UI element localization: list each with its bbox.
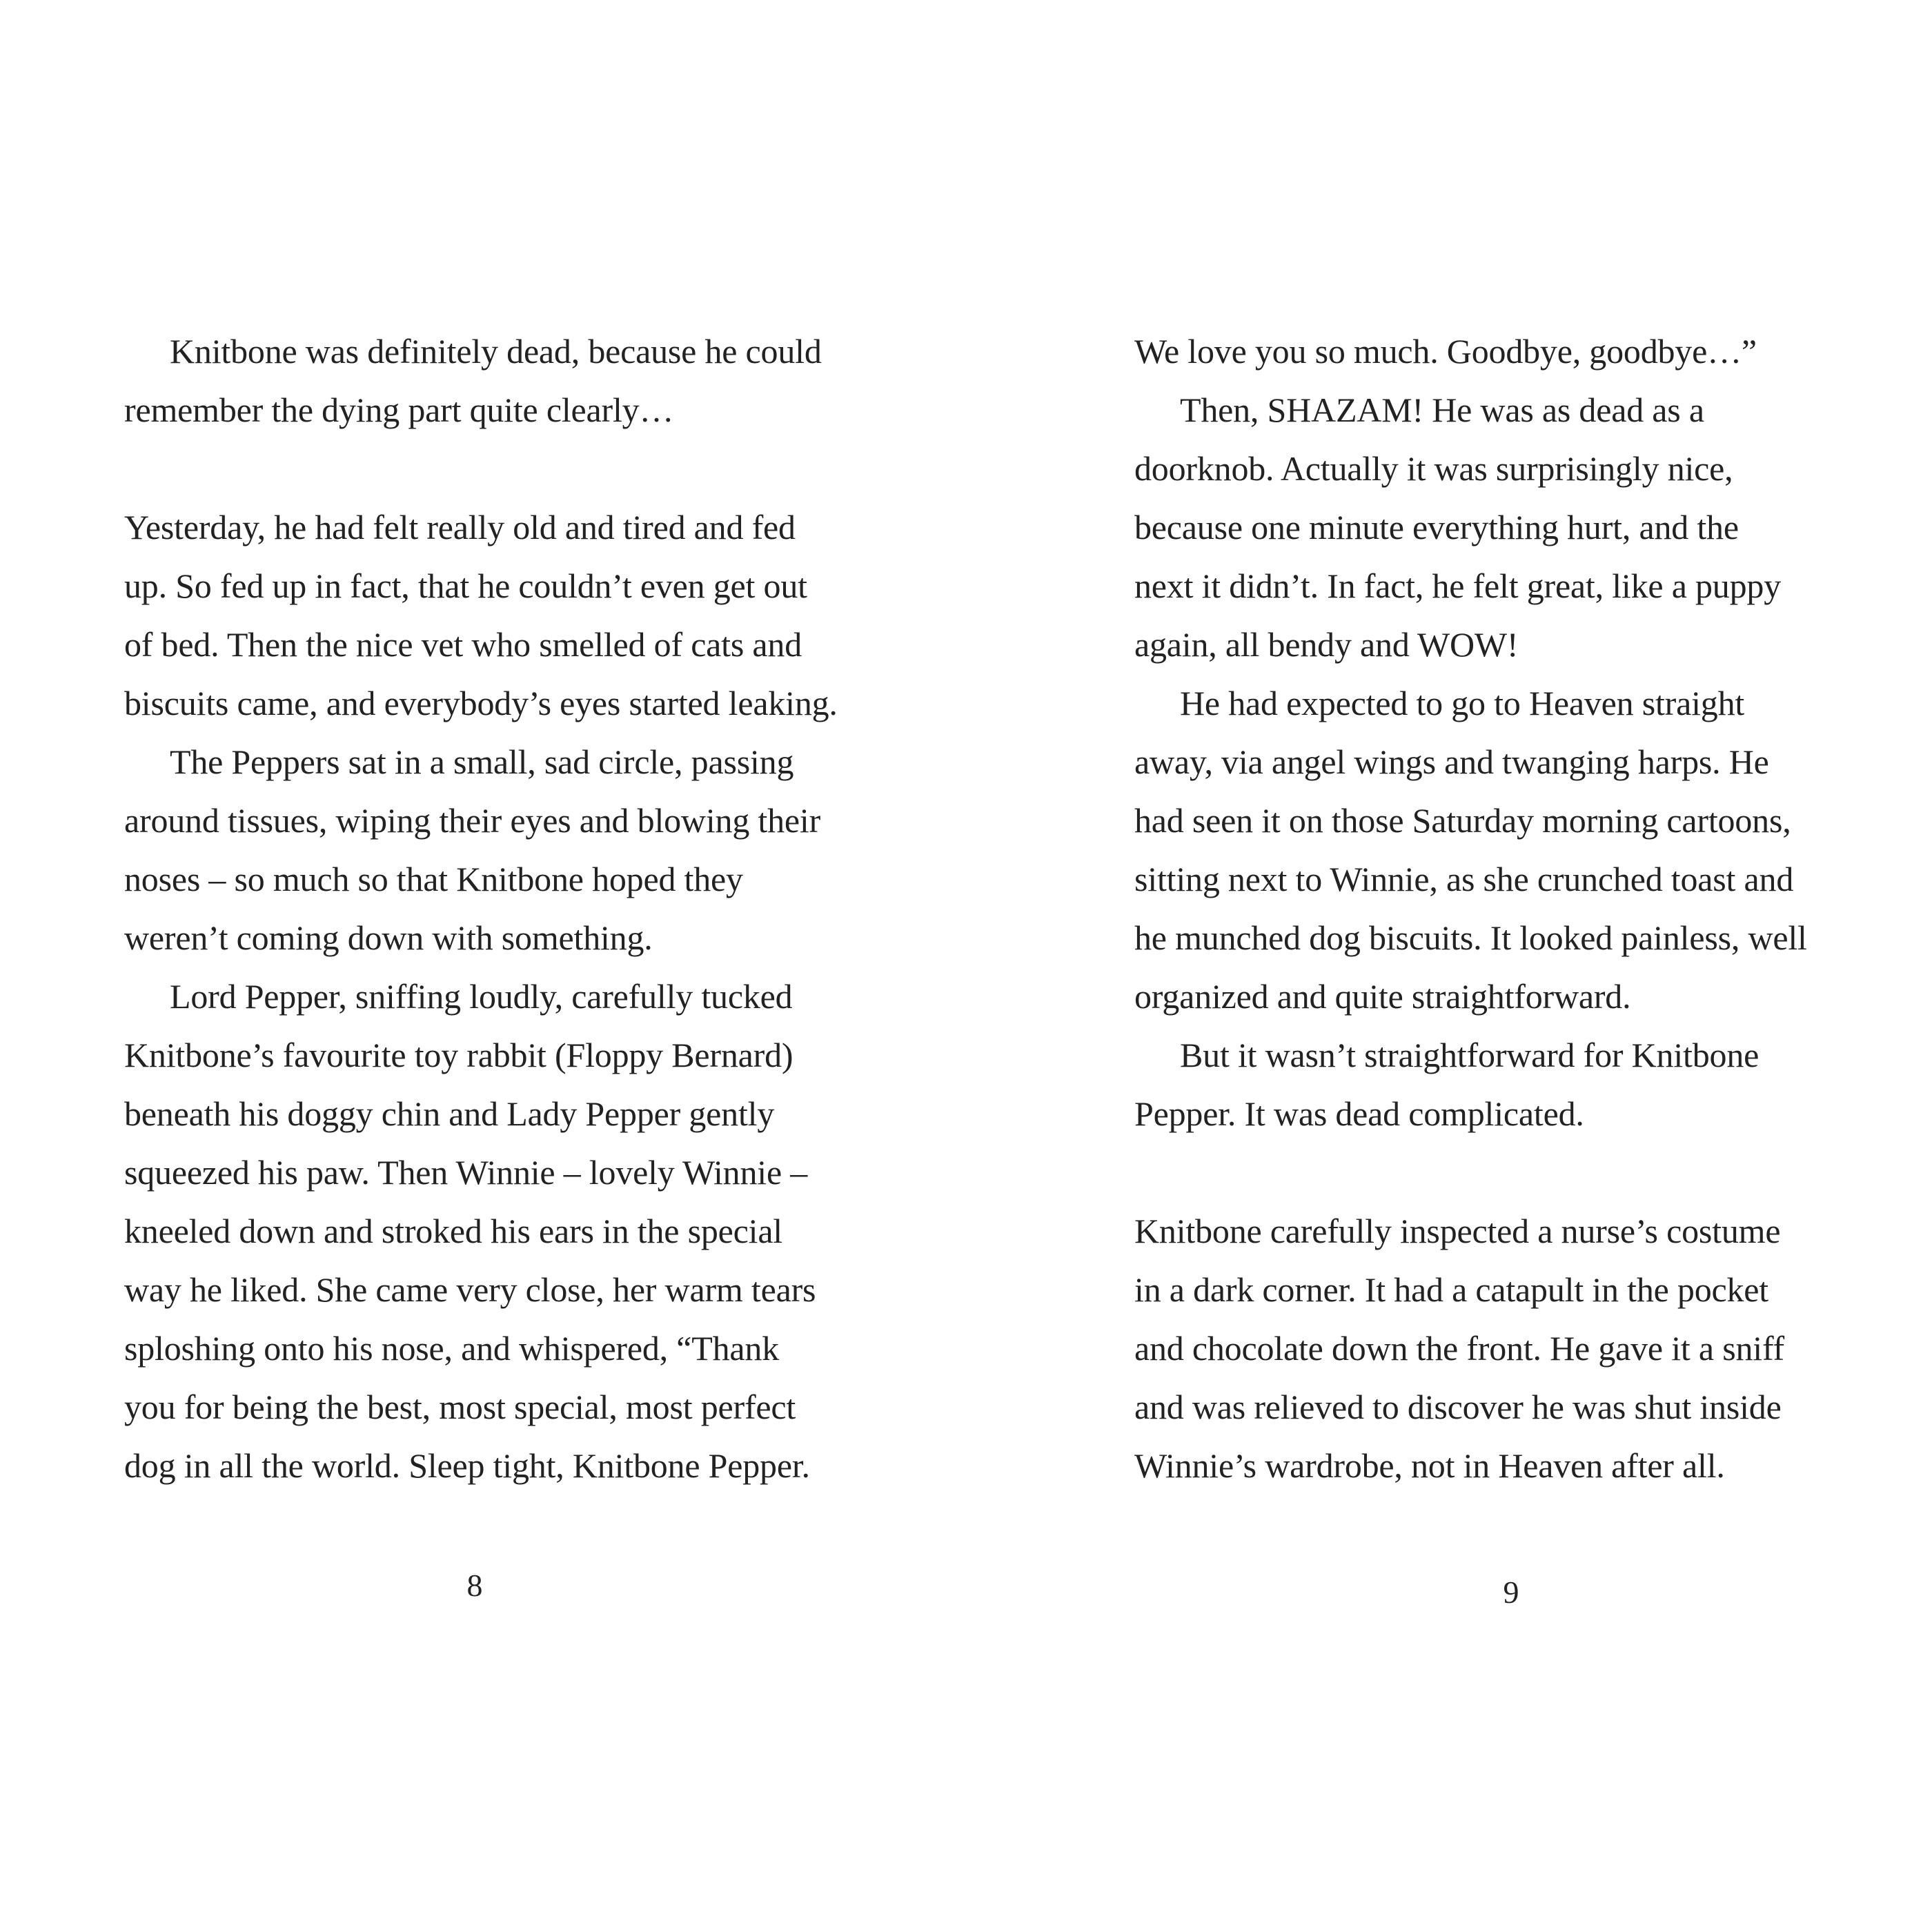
right-page (966, 0, 1932, 1932)
page-number-right: 9 (1503, 1575, 1519, 1610)
text-line: We love you so much. Goodbye, goodbye…” (1134, 332, 1757, 371)
text-line: But it wasn’t straightforward for Knitbone (1180, 1036, 1759, 1074)
right-page-text (1134, 322, 1880, 1495)
text-line: he munched dog biscuits. It looked painless, well (1134, 918, 1807, 957)
section-break (124, 440, 869, 498)
text-line: Knitbone’s favourite toy rabbit (Floppy Bernard) (124, 1036, 793, 1074)
text-line: again, all bendy and WOW! (1134, 625, 1519, 664)
text-line: because one minute everything hurt, and the (1134, 508, 1739, 546)
text-line: and was relieved to discover he was shut inside (1134, 1388, 1782, 1426)
section-break (1134, 1143, 1880, 1202)
text-line: kneeled down and stroked his ears in the special (124, 1212, 782, 1250)
text-line: and chocolate down the front. He gave it a sniff (1134, 1329, 1784, 1368)
text-line: away, via angel wings and twanging harps. He (1134, 742, 1769, 781)
text-line: sploshing onto his nose, and whispered, “Thank (124, 1329, 780, 1368)
text-line: Pepper. It was dead complicated. (1134, 1094, 1584, 1133)
text-line: weren’t coming down with something. (124, 918, 653, 957)
text-line: you for being the best, most special, most perfect (124, 1388, 796, 1426)
text-line: noses – so much so that Knitbone hoped they (124, 860, 743, 898)
text-line: dog in all the world. Sleep tight, Knitbone Pepper. (124, 1446, 810, 1485)
text-line: doorknob. Actually it was surprisingly nice, (1134, 449, 1733, 488)
text-line: He had expected to go to Heaven straight (1180, 684, 1745, 722)
text-line: had seen it on those Saturday morning cartoons, (1134, 801, 1791, 840)
page-number-left: 8 (466, 1568, 483, 1603)
text-line: squeezed his paw. Then Winnie – lovely Winnie – (124, 1153, 808, 1192)
text-line: Knitbone was definitely dead, because he could (170, 332, 822, 371)
left-page-text (124, 322, 869, 1495)
text-line: organized and quite straightforward. (1134, 977, 1631, 1016)
text-line: The Peppers sat in a small, sad circle, passing (170, 742, 794, 781)
text-line: way he liked. She came very close, her warm tears (124, 1270, 816, 1309)
text-line: next it didn’t. In fact, he felt great, like a puppy (1134, 566, 1781, 605)
text-line: of bed. Then the nice vet who smelled of cats and (124, 625, 802, 664)
text-line: remember the dying part quite clearly… (124, 391, 674, 429)
text-line: sitting next to Winnie, as she crunched toast and (1134, 860, 1794, 898)
text-line: Knitbone carefully inspected a nurse’s costume (1134, 1212, 1781, 1250)
text-line: biscuits came, and everybody’s eyes started leaking. (124, 684, 838, 722)
text-line: in a dark corner. It had a catapult in the pocket (1134, 1270, 1768, 1309)
text-line: up. So fed up in fact, that he couldn’t even get out (124, 566, 807, 605)
text-line: Then, SHAZAM! He was as dead as a (1180, 391, 1704, 429)
text-line: Yesterday, he had felt really old and tired and fed (124, 508, 796, 546)
text-line: beneath his doggy chin and Lady Pepper gently (124, 1094, 775, 1133)
text-line: Winnie’s wardrobe, not in Heaven after all. (1134, 1446, 1725, 1485)
text-line: Lord Pepper, sniffing loudly, carefully tucked (170, 977, 793, 1016)
text-line: around tissues, wiping their eyes and blowing their (124, 801, 821, 840)
